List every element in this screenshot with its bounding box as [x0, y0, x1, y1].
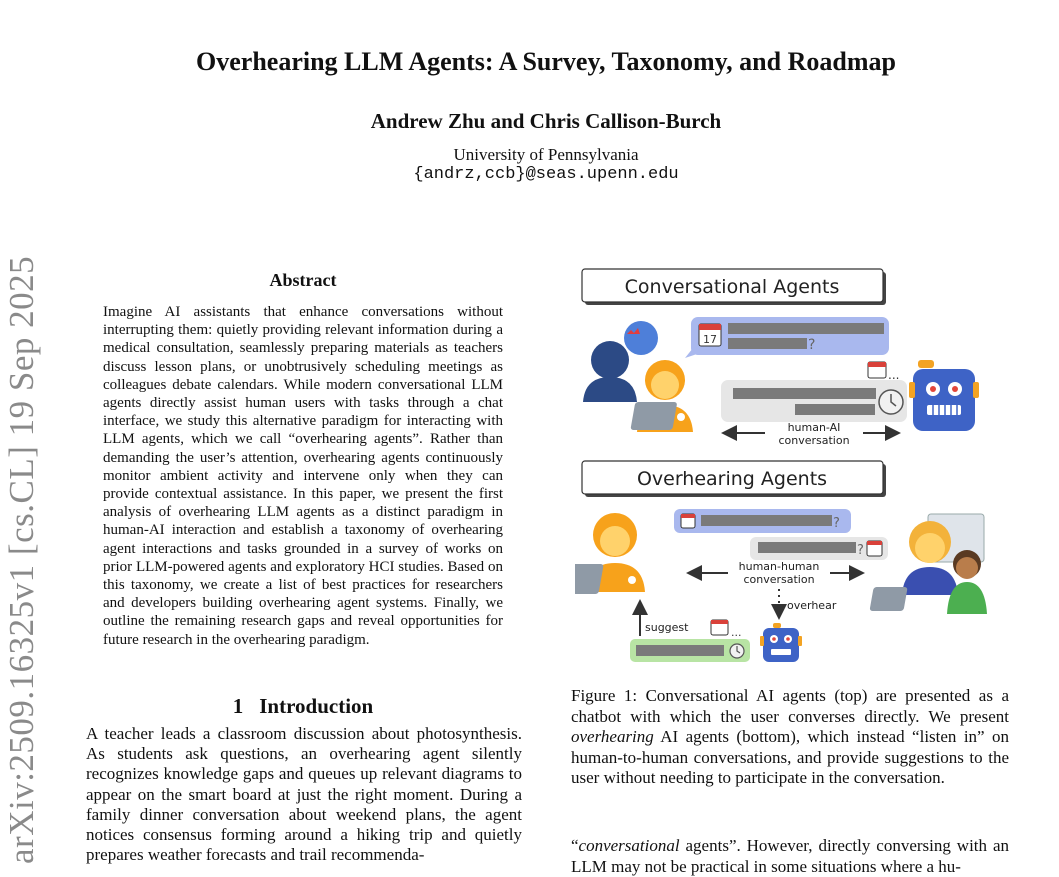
paper-email: {andrz,ccb}@seas.upenn.edu — [413, 165, 679, 184]
paper-title: Overhearing LLM Agents: A Survey, Taxonomy, and Roadmap — [196, 47, 896, 76]
panel-title-box-top — [582, 269, 886, 305]
user-with-laptop-icon — [630, 360, 693, 432]
thinking-calendar-icon-bottom — [711, 620, 742, 639]
svg-text:conversation: conversation — [778, 434, 850, 447]
caption-tail: AI agents (bottom), which instead “listen in” on human-to-human conversations, and provide suggestions to the user without needing to participate in the conversation. — [571, 727, 1009, 787]
panel-title-box-bottom — [582, 461, 886, 497]
robot-agent-icon — [909, 360, 979, 431]
overhearing-robot-icon — [760, 623, 802, 662]
human-reply-bubble — [750, 537, 888, 560]
svg-text:...: ... — [731, 626, 742, 639]
svg-text:human-AI: human-AI — [787, 421, 841, 434]
col2-lead: “ — [571, 836, 579, 855]
calendar-icon — [699, 324, 721, 346]
figure-caption — [571, 686, 1009, 789]
thinking-calendar-icon — [868, 362, 899, 382]
svg-text:suggest: suggest — [645, 621, 689, 634]
abstract-text: Imagine AI assistants that enhance conversations without interrupting them: quietly providing relevant information during a medical consultation, seamlessly preparing materials as teachers discuss lesson plans, or unobtrusively scheduling meetings as colleagues debate calendars. While modern conversational LLM agents directly assist human users with tasks through a chat interface, we study this alternative paradigm for interacting with LLM agents, which we call “overhearing agents”. Rather than demanding the user’s attention, overhearing agents continuously monitor ambient activity and intervene only when they can provide contextual assistance. In this paper, we present the first analysis of overhearing LLM agents as a distinct paradigm in human-AI interaction and establish a taxonomy of overhearing agent interactions and tasks grounded in a survey of works on prior LLM-powered agents and exploratory HCI studies. Based on this taxonomy, we create a list of best practices for researchers and developers building overhearing agent systems. Finally, we outline the remaining research gaps and reveal opportunities for future research in the overhearing paradigm. — [103, 304, 503, 648]
abstract-heading: Abstract — [269, 270, 337, 290]
column-two-text — [571, 836, 1009, 877]
user-right-group-icon — [869, 514, 987, 614]
svg-text:?: ? — [857, 543, 864, 558]
svg-text:17: 17 — [703, 333, 717, 346]
svg-text:...: ... — [888, 368, 900, 382]
paper-affiliation: University of Pennsylvania — [453, 145, 639, 164]
svg-text:?: ? — [808, 337, 816, 353]
human-ai-arrow — [725, 421, 897, 447]
svg-text:overhear: overhear — [787, 599, 837, 612]
figure-1 — [575, 262, 1005, 679]
paper-authors: Andrew Zhu and Chris Callison-Burch — [370, 109, 722, 133]
section-title: Introduction — [259, 694, 374, 718]
user-left-icon — [575, 513, 645, 594]
section-number: 1 — [232, 694, 244, 718]
human-question-bubble — [674, 509, 851, 533]
introduction-text: A teacher leads a classroom discussion about photosynthesis. As students ask questions, an overhearing agent silently recognizes knowledge gaps and queues up relevant diagrams to appear on the smart board at just the right moment. During a family dinner conversation about weekend plans, the agent notices consensus forming around a hiking trip and quietly prepares weather forecasts and trail recommenda- — [86, 724, 522, 865]
suggestion-bubble — [630, 639, 750, 662]
caption-lead: Figure 1: Conversational AI agents (top) are presented as a chatbot with which the user converses directly. We present — [571, 686, 1009, 726]
agent-reply-bubble — [721, 380, 907, 422]
silhouette-user-icon — [583, 321, 658, 402]
section-heading-introduction — [86, 694, 520, 719]
human-human-arrow — [690, 560, 861, 586]
svg-text:?: ? — [833, 516, 840, 531]
overhear-arrow — [779, 589, 837, 616]
col2-emphasis: conversational — [578, 836, 680, 855]
svg-text:conversation: conversation — [743, 573, 815, 586]
svg-text:human-human: human-human — [738, 560, 820, 573]
panel-title-top: Conversational Agents — [624, 276, 840, 298]
user-question-bubble — [685, 317, 889, 358]
suggest-arrow — [640, 603, 689, 636]
panel-title-bottom: Overhearing Agents — [636, 468, 828, 490]
col2-tail: agents”. However, directly conversing with an LLM may not be practical in some situations where a hu- — [571, 836, 1009, 876]
caption-emphasis: overhearing — [571, 727, 654, 746]
arxiv-stamp: arXiv:2509.16325v1 [cs.CL] 19 Sep 2025 — [2, 255, 41, 864]
